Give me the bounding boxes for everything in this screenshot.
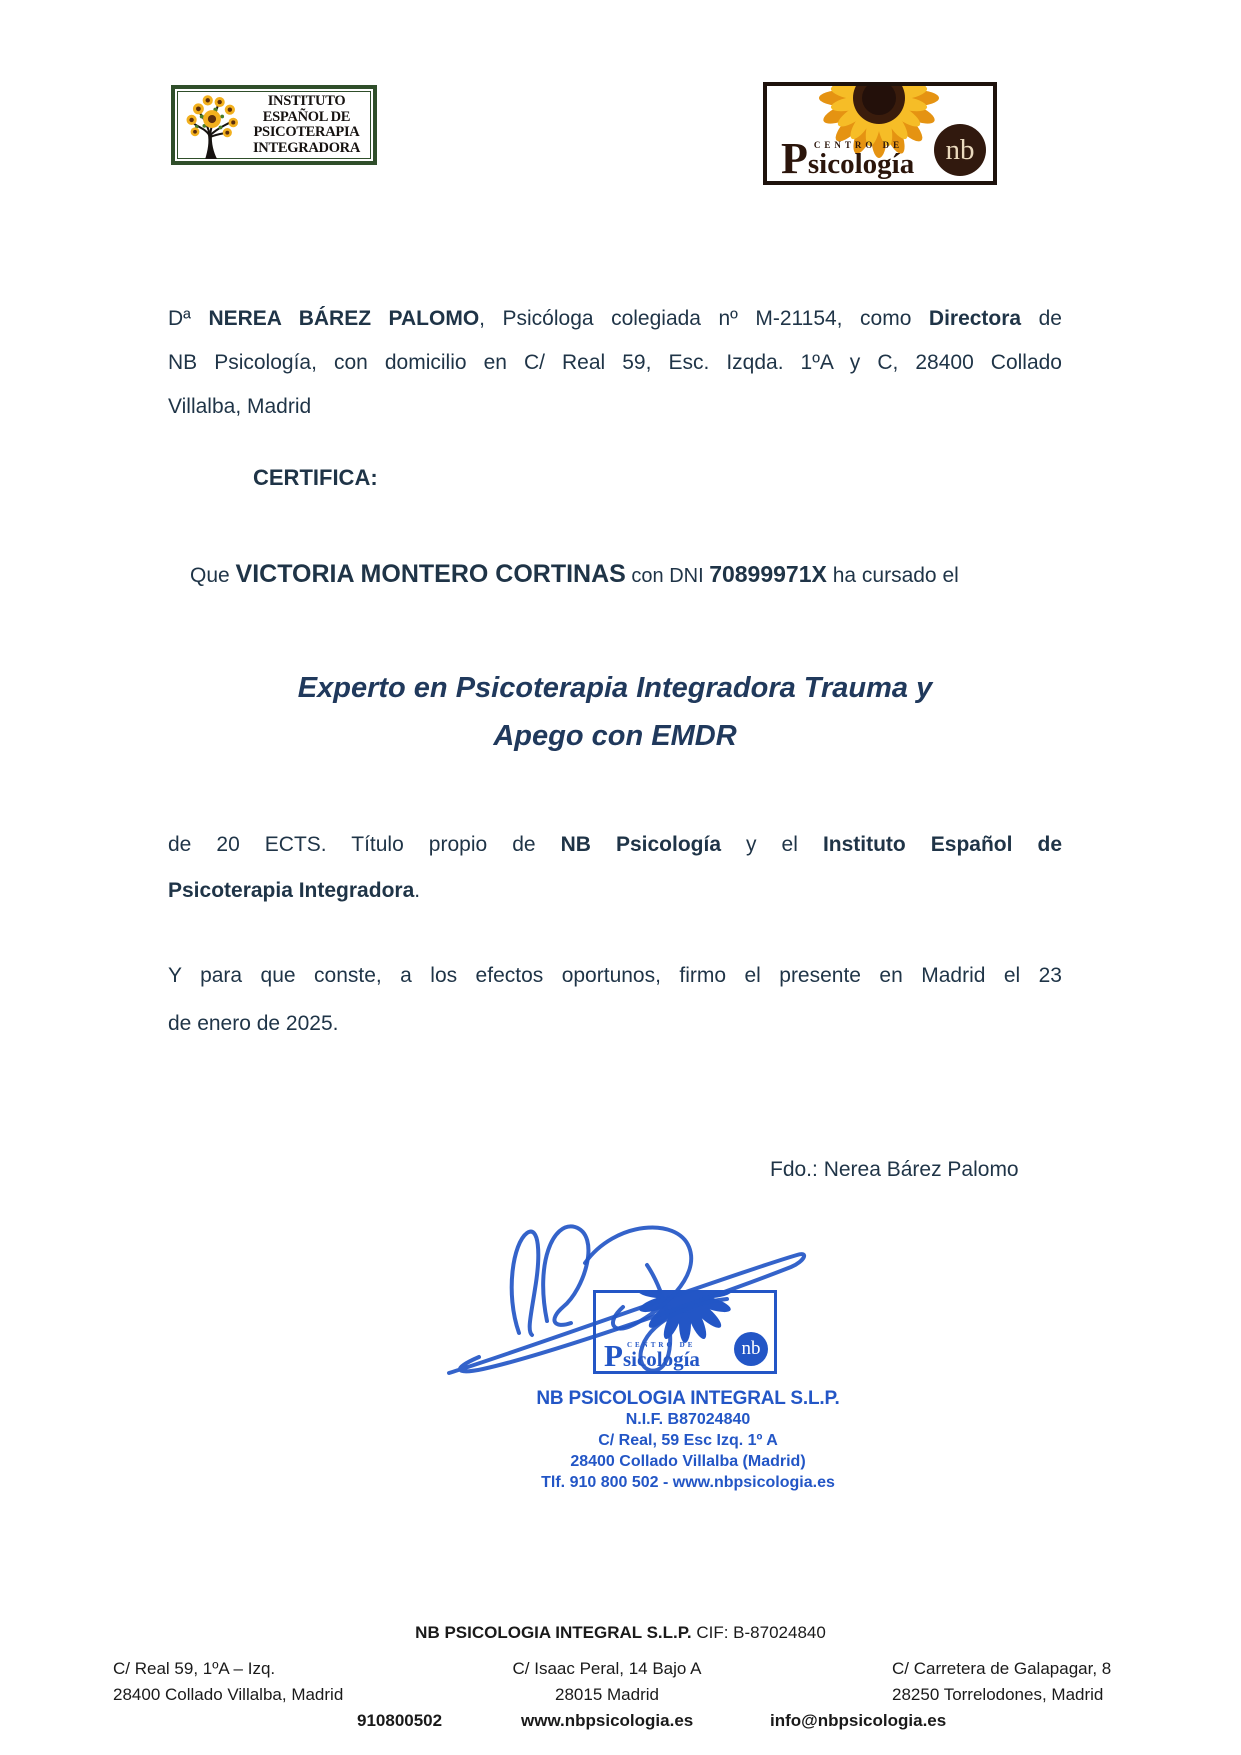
institute-logo-text [247,94,366,156]
footer-office-madrid [457,1656,757,1708]
ects-line-2 [168,868,1062,914]
centro-initial: P [781,134,808,183]
intro-paragraph [168,297,1062,429]
org-nb-psicologia: NB Psicología [560,833,721,856]
ects-text: . [414,879,421,902]
institute-logo-line: PSICOTERAPIA [253,124,360,140]
role-label: Directora [928,307,1022,330]
closing-line-1: Y para que conste, a los efectos oportunos, firmo el presente en Madrid el 23 [168,964,1062,987]
intro-text: de [1021,307,1062,330]
institute-logo-line: INSTITUTO [267,93,346,109]
institute-logo-line: INTEGRADORA [252,139,361,156]
sunflower-tree-icon [179,91,245,159]
footer-office-address: C/ Isaac Peral, 14 Bajo A [512,1659,702,1678]
footer-web: www.nbpsicologia.es [521,1711,694,1730]
director-name: NEREA BÁREZ PALOMO [208,307,480,330]
footer-phone: 910800502 [357,1711,443,1730]
footer-office-city: 28015 Madrid [555,1685,659,1704]
centro-de-label: CENTRO DE [813,140,904,150]
footer-office-address: C/ Real 59, 1ºA – Izq. [113,1659,276,1678]
ects-paragraph [168,822,1062,914]
stamp-city: 28400 Collado Villalba (Madrid) [570,1453,806,1470]
footer-cif: CIF: B-87024840 [691,1623,826,1642]
certifica-heading: CERTIFICA: [253,465,378,490]
ects-text: y el [721,833,823,856]
closing-paragraph [168,952,1062,1048]
student-line [190,560,959,589]
institute-logo-line: ESPAÑOL DE [262,108,351,125]
footer-company-name: NB PSICOLOGIA INTEGRAL S.L.P. [415,1623,692,1642]
org-instituto: Instituto Español de [822,833,1062,856]
intro-line-2: NB Psicología, con domicilio en C/ Real 59, Esc. Izqda. 1ºA y C, 28400 Collado [168,351,1062,374]
stamp-psicologia-label: sicología [622,1347,700,1371]
org-instituto: Psicoterapia Integradora [168,879,415,902]
course-title-line-1: Experto en Psicoterapia Integradora Trauma y [297,672,933,704]
student-text: con DNI [625,565,710,587]
stamp-nif: N.I.F. B87024840 [625,1411,751,1428]
signature-scribble [435,1203,815,1388]
footer-office-city: 28400 Collado Villalba, Madrid [113,1685,344,1704]
centro-psicologia-logo [763,82,997,185]
footer-office-address: C/ Carretera de Galapagar, 8 [892,1659,1112,1678]
stamp-nb-badge: nb [734,1332,768,1366]
stamp-text-block [528,1388,848,1493]
stamp-company-name: NB PSICOLOGIA INTEGRAL S.L.P. [536,1388,840,1409]
student-name: VICTORIA MONTERO CORTINAS [235,560,626,588]
intro-text: , Psicóloga colegiada nº M-21154, como [479,307,929,330]
institute-logo [171,85,377,165]
nb-badge: nb [934,124,986,176]
intro-text: Dª [168,307,209,330]
student-text: Que [190,564,236,587]
stamp-initial: P [604,1338,623,1373]
signer-line: Fdo.: Nerea Bárez Palomo [770,1158,1019,1181]
stamp-address: C/ Real, 59 Esc Izq. 1º A [598,1432,778,1449]
intro-line-3: Villalba, Madrid [168,395,312,418]
closing-line-2: de enero de 2025. [168,1012,339,1035]
footer-email: info@nbpsicologia.es [770,1711,947,1730]
course-title [168,664,1062,760]
course-title-line-2: Apego con EMDR [493,720,737,752]
psicologia-label: sicología [807,148,915,180]
stamp-centro-de-label: CENTRO DE [626,1341,696,1349]
institute-logo-frame [177,91,371,159]
ects-line-1 [168,822,1062,868]
student-text: ha cursado el [826,564,959,587]
ects-text: de 20 ECTS. Título propio de [168,833,561,856]
footer-company-line [0,1620,1241,1646]
footer-office-city: 28250 Torrelodones, Madrid [892,1685,1104,1704]
centro-wordmark [781,134,915,183]
intro-line-1 [168,297,1062,341]
footer-office-villalba [113,1656,343,1708]
stamp-phone-web: Tlf. 910 800 502 - www.nbpsicologia.es [541,1474,835,1491]
footer-office-torrelodones [892,1656,1111,1708]
student-dni: 70899971X [709,561,827,587]
